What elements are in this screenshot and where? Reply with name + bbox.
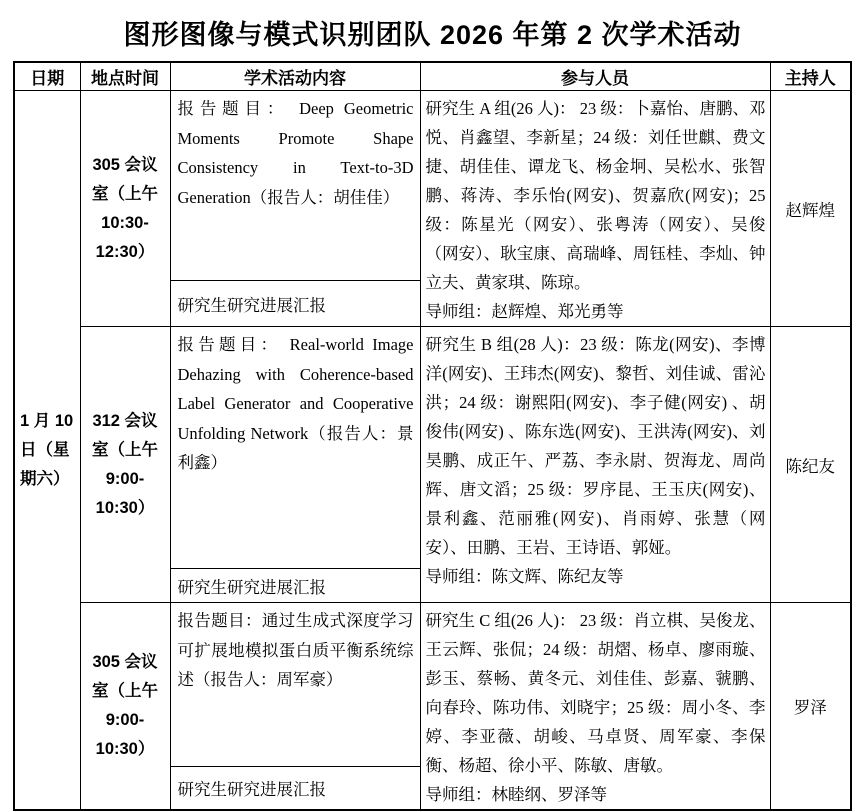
talk-cell-2: 报告题目： Real-world Image Dehazing with Coherence-based Label Generator and Cooperative Unfolding Network（报告人：景利鑫） — [170, 327, 420, 569]
venue-cell-3: 305 会议室（上午 9:00-10:30） — [80, 603, 170, 811]
venue-cell-1: 305 会议室（上午 10:30-12:30） — [80, 91, 170, 327]
table-row — [14, 327, 851, 569]
participants-cell-1 — [420, 91, 770, 327]
participants-list-2: 研究生 B 组(28 人)：23 级：陈龙(网安)、李博洋(网安)、王玮杰(网安)、黎哲、刘佳诚、雷沁洪；24 级：谢熙阳(网安)、李子健(网安) 、胡俊伟(网安) 、陈东选(网安)、王洪涛(网安)、刘昊鹏、成正午、严荔、李永尉、贺海龙、周尚辉、唐文滔；25 级：罗序昆、王玉庆(网安)、景利鑫、范丽雅(网安)、肖雨婷、张慧（网安）、田鹏、王岩、王诗语、郭娅。 — [425, 335, 766, 557]
col-header-participants: 参与人员 — [420, 62, 770, 91]
col-header-venue-time: 地点时间 — [80, 62, 170, 91]
activity-schedule-table — [13, 61, 852, 811]
page-title: 图形图像与模式识别团队 2026 年第 2 次学术活动 — [123, 20, 742, 50]
col-header-date: 日期 — [14, 62, 80, 91]
talk-cell-1: 报告题目： Deep Geometric Moments Promote Shape Consistency in Text-to-3D Generation（报告人：胡佳佳） — [170, 91, 420, 281]
advisors-line-1: 导师组：赵辉煌、郑光勇等 — [425, 302, 624, 321]
participants-list-3: 研究生 C 组(26 人)： 23 级：肖立棋、吴俊龙、王云辉、张侃；24 级：胡熠、杨卓、廖雨璇、彭玉、蔡畅、黄冬元、刘佳佳、彭嘉、虢鹏、向春玲、陈功伟、刘晓宇；25 级：周小冬、李婷、李亚薇、胡峻、马卓贤、周军豪、李保衡、杨超、徐小平、陈敏、唐敏。 — [425, 611, 766, 775]
date-cell: 1 月 10 日（星期六） — [14, 91, 80, 811]
col-header-host: 主持人 — [770, 62, 851, 91]
header-row — [14, 62, 851, 91]
progress-cell-1: 研究生研究进展汇报 — [170, 281, 420, 327]
participants-cell-2 — [420, 327, 770, 603]
participants-cell-3 — [420, 603, 770, 811]
col-header-activity: 学术活动内容 — [170, 62, 420, 91]
talk-cell-3: 报告题目：通过生成式深度学习可扩展地模拟蛋白质平衡系统综述（报告人：周军豪） — [170, 603, 420, 767]
table-row — [14, 91, 851, 281]
advisors-line-3: 导师组：林睦纲、罗泽等 — [425, 785, 607, 804]
host-cell-3: 罗泽 — [770, 603, 851, 811]
progress-cell-2: 研究生研究进展汇报 — [170, 569, 420, 603]
host-cell-1: 赵辉煌 — [770, 91, 851, 327]
venue-cell-2: 312 会议室（上午 9:00-10:30） — [80, 327, 170, 603]
table-row — [14, 603, 851, 767]
progress-cell-3: 研究生研究进展汇报 — [170, 766, 420, 810]
host-cell-2: 陈纪友 — [770, 327, 851, 603]
participants-list-1: 研究生 A 组(26 人)： 23 级：卜嘉怡、唐鹏、邓悦、肖鑫望、李新星；24 级：刘任世麒、费文捷、胡佳佳、谭龙飞、杨金坰、吴松水、张智鹏、蒋涛、李乐怡(网安)、贺嘉欣(网安)；25 级：陈星光（网安）、张粤涛（网安）、吴俊（网安）、耿宝康、高瑞峰、周钰桂、李灿、钟立夫、黄家琪、陈琼。 — [425, 99, 766, 292]
advisors-line-2: 导师组：陈文辉、陈纪友等 — [425, 567, 624, 586]
